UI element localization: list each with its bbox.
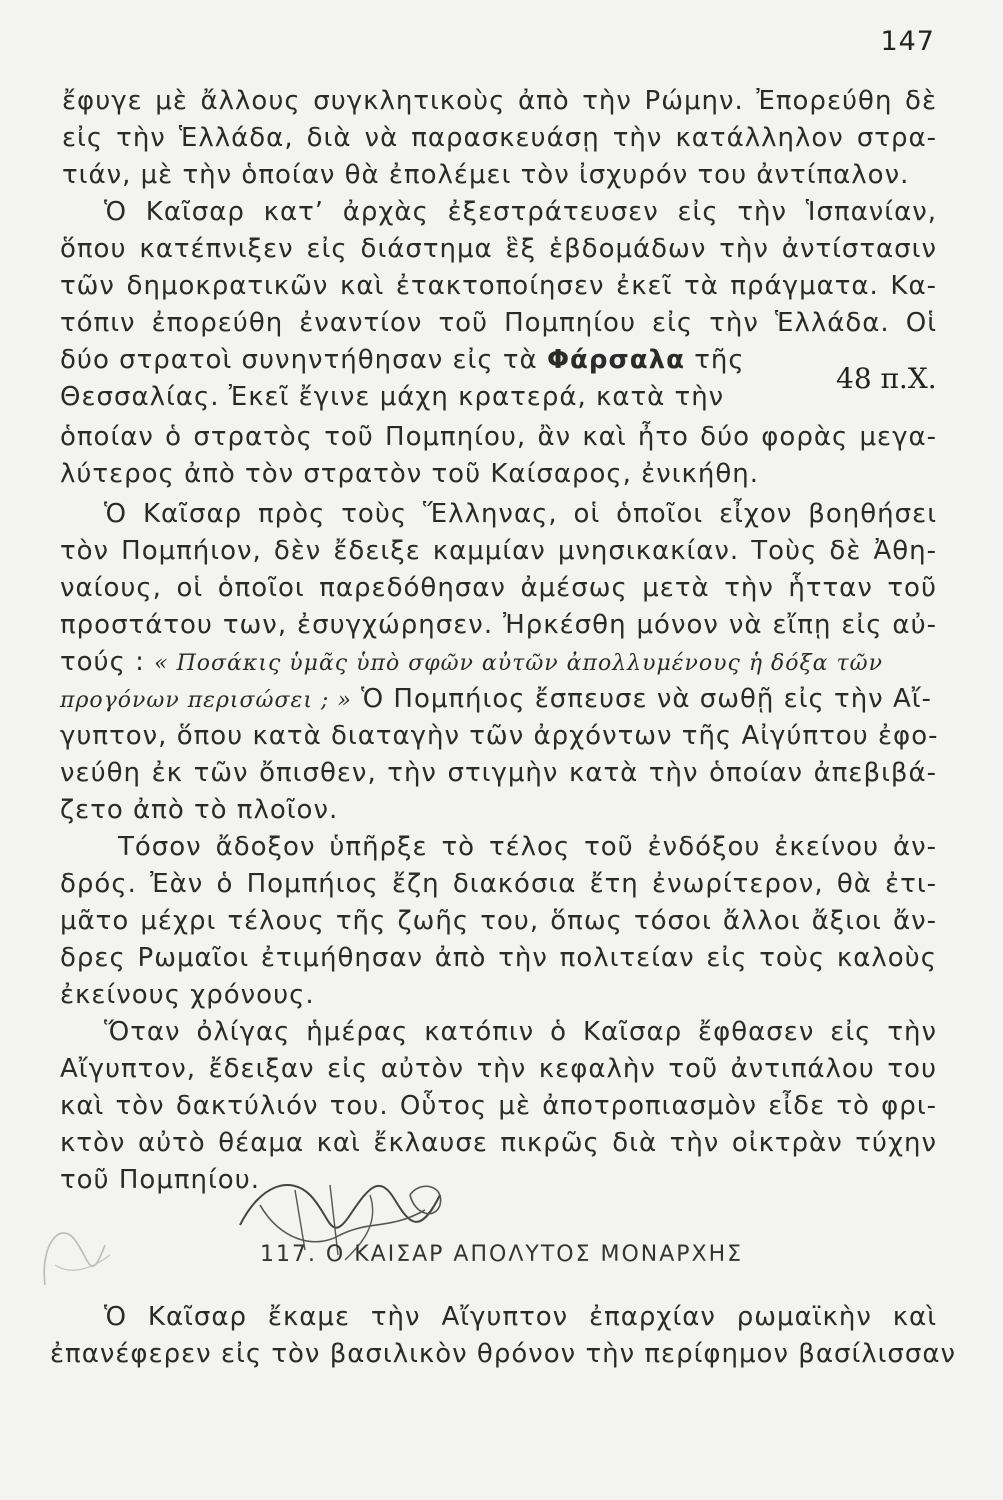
text-line: καὶ τὸν δακτύλιόν του. Οὗτος μὲ ἀποτροπιασμὸν εἶδε τὸ φρι- — [60, 1091, 937, 1121]
text-line: Ὁ Καῖσαρ πρὸς τοὺς Ἕλληνας, οἱ ὁποῖοι εἶχον βοηθήσει — [104, 499, 937, 529]
text-line: ἐπανέφερεν εἰς τὸν βασιλικὸν θρόνον τὴν περίφημον βασίλισσαν — [50, 1339, 957, 1369]
text-line: νεύθη ἐκ τῶν ὄπισθεν, τὴν στιγμὴν κατὰ τὴν ὁποίαν ἀπεβιβά- — [60, 758, 937, 788]
text-line: ὅπου κατέπνιξεν εἰς διάστημα ἓξ ἑβδομάδων τὴν ἀντίστασιν — [60, 234, 937, 264]
text-line: Αἴγυπτον, ἔδειξαν εἰς αὐτὸν τὴν κεφαλὴν τοῦ ἀντιπάλου του — [60, 1054, 937, 1084]
text-line: τόπιν ἐπορεύθη ἐναντίον τοῦ Πομπηίου εἰς τὴν Ἑλλάδα. Οἱ — [60, 308, 937, 338]
text-line: Τόσον ἄδοξον ὑπῆρξε τὸ τέλος τοῦ ἐνδόξου ἐκείνου ἀν- — [118, 832, 937, 862]
text-line: λύτερος ἀπὸ τὸν στρατὸν τοῦ Καίσαρος, ἐνικήθη. — [60, 459, 760, 489]
text-line: ἔφυγε μὲ ἄλλους συγκλητικοὺς ἀπὸ τὴν Ρώμην. Ἐπορεύθη δὲ — [62, 86, 937, 116]
text-line: δρός. Ἐὰν ὁ Πομπήιος ἔζη διακόσια ἔτη ἐνωρίτερον, θὰ ἐτι- — [60, 869, 937, 899]
margin-note: 48 π.Χ. — [836, 362, 937, 395]
text-segment: δύο στρατοὶ συνηντήθησαν εἰς τὰ — [60, 345, 538, 375]
text-line — [60, 645, 937, 681]
text-line: τοῦ Πομπηίου. — [60, 1165, 261, 1195]
text-line: τιάν, μὲ τὴν ὁποίαν θὰ ἐπολέμει τὸν ἰσχυρόν του ἀντίπαλον. — [62, 160, 910, 190]
text-segment: τούς : — [60, 647, 145, 677]
text-line: προστάτου των, ἐσυγχώρησεν. Ἠρκέσθη μόνον νὰ εἴπῃ εἰς αὐ- — [60, 610, 937, 640]
text-line: τῶν δημοκρατικῶν καὶ ἐτακτοποίησεν ἐκεῖ τὰ πράγματα. Κα- — [60, 271, 937, 301]
text-line: κτὸν αὐτὸ θέαμα καὶ ἔκλαυσε πικρῶς διὰ τὴν οἰκτρὰν τύχην — [60, 1128, 937, 1158]
text-line: τὸν Πομπήιον, δὲν ἔδειξε καμμίαν μνησικακίαν. Τοὺς δὲ Ἀθη- — [60, 536, 937, 566]
text-segment: Ὁ Πομπήιος ἔσπευσε νὰ σωθῇ εἰς τὴν Αἴ- — [361, 684, 932, 714]
text-line: ζετο ἀπὸ τὸ πλοῖον. — [60, 795, 339, 825]
text-line: ναίους, οἱ ὁποῖοι παρεδόθησαν ἀμέσως μετὰ τὴν ἧτταν τοῦ — [60, 573, 937, 603]
text-line: μᾶτο μέχρι τέλους τῆς ζωῆς του, ὅπως τόσοι ἄλλοι ἄξιοι ἄν- — [60, 906, 937, 936]
place-name: Φάρσαλα — [546, 345, 685, 375]
text-line — [60, 682, 937, 718]
text-line: Ὅταν ὀλίγας ἡμέρας κατόπιν ὁ Καῖσαρ ἔφθασεν εἰς τὴν — [104, 1017, 937, 1047]
text-line: Θεσσαλίας. Ἐκεῖ ἔγινε μάχη κρατερά, κατὰ τὴν — [60, 382, 725, 412]
section-heading: 117. Ο ΚΑΙΣΑΡ ΑΠΟΛΥΤΟΣ ΜΟΝΑΡΧΗΣ — [259, 1242, 744, 1267]
text-line: δρες Ρωμαῖοι ἐτιμήθησαν ἀπὸ τὴν πολιτείαν εἰς τοὺς καλοὺς — [60, 943, 937, 973]
text-line: Ὁ Καῖσαρ κατ’ ἀρχὰς ἐξεστράτευσεν εἰς τὴν Ἱσπανίαν, — [104, 197, 937, 227]
text-line: γυπτον, ὅπου κατὰ διαταγὴν τῶν ἀρχόντων τῆς Αἰγύπτου ἐφο- — [60, 721, 939, 751]
quote-text: προγόνων περισώσει ; » — [60, 688, 352, 713]
page-number: 147 — [880, 26, 935, 57]
text-segment: τῆς — [694, 345, 745, 375]
text-line: ἐκείνους χρόνους. — [60, 980, 315, 1010]
text-line: Ὁ Καῖσαρ ἔκαμε τὴν Αἴγυπτον ἐπαρχίαν ρωμαϊκὴν καὶ — [104, 1302, 937, 1332]
quote-text: « Ποσάκις ὑμᾶς ὑπὸ σφῶν αὐτῶν ἀπολλυμένους ἡ δόξα τῶν — [154, 651, 883, 676]
text-line: ὁποίαν ὁ στρατὸς τοῦ Πομπηίου, ἂν καὶ ἦτο δύο φορὰς μεγα- — [60, 422, 937, 452]
text-line: εἰς τὴν Ἑλλάδα, διὰ νὰ παρασκευάσῃ τὴν κατάλληλον στρα- — [62, 123, 937, 153]
